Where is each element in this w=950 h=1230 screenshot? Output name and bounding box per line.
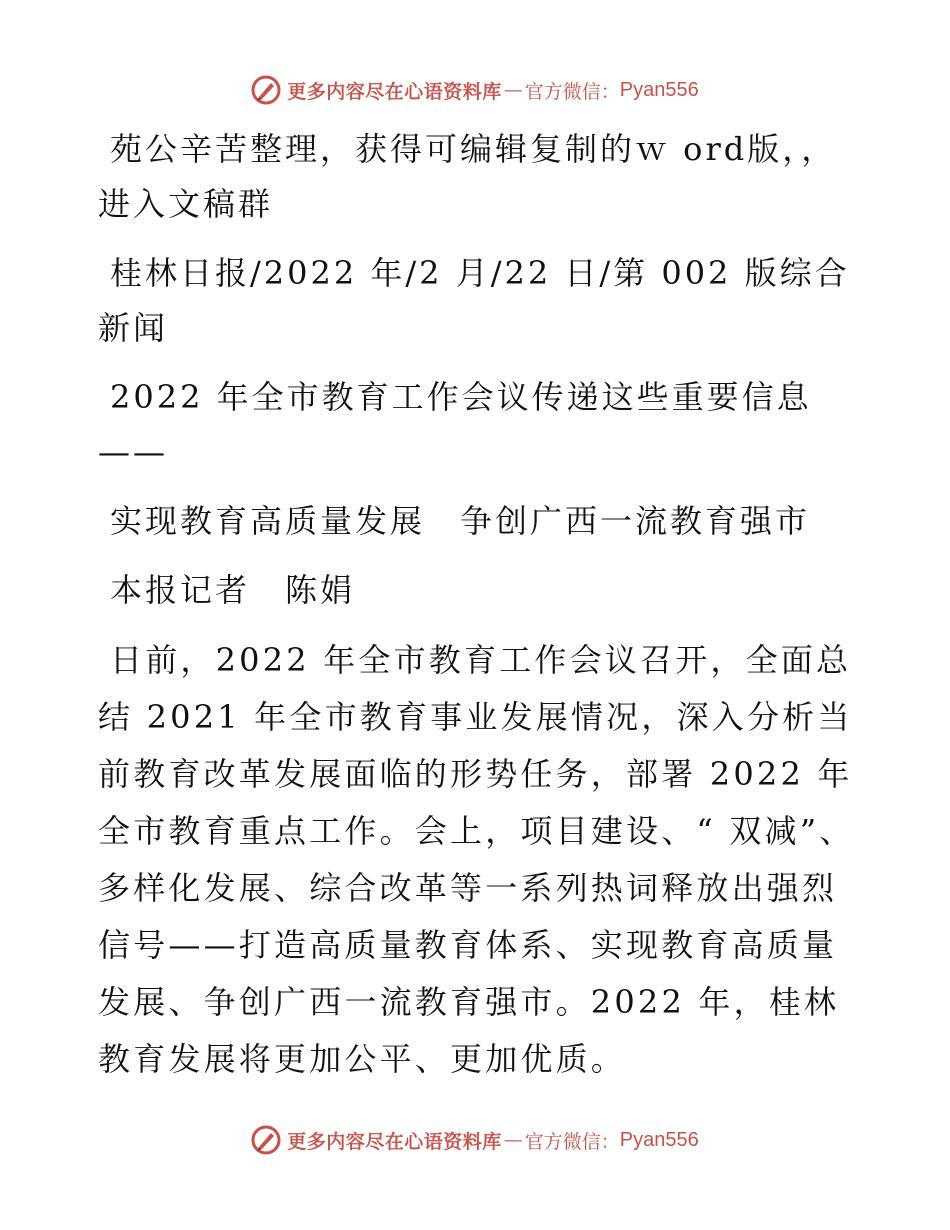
pen-logo-icon: [251, 1125, 281, 1155]
banner-official-label: 官方微信：: [524, 80, 620, 103]
banner-wechat-id: Pyan556: [619, 1128, 699, 1151]
banner-dash: —: [503, 79, 523, 101]
headline: 实现教育高质量发展 争创广西一流教育强市: [110, 502, 811, 540]
pen-logo-icon: [251, 75, 281, 105]
footer-banner: [0, 1122, 950, 1158]
headline-lead: 2022 年全市教育工作会议传递这些重要信息——: [98, 378, 812, 471]
banner-official-label: 官方微信：: [524, 1130, 620, 1153]
intro-paragraph: 苑公辛苦整理，获得可编辑复制的ｗ ord版，，进入文稿群: [98, 130, 837, 223]
body-paragraph: 日前，2022 年全市教育工作会议召开，全面总结 2021 年全市教育事业发展情况，深入分析当前教育改革发展面临的形势任务，部署 2022 年全市教育重点工作。会上，项目建设、“ 双减”、多样化发展、综合改革等一系列热词释放出强烈信号——打造高质量教育体系、实现教育高质量发展、争创广西一流教育强市。2022 年，桂林教育发展将更加公平、更加优质。: [98, 641, 855, 1078]
source-line: 桂林日报/2022 年/2 月/22 日/第 002 版综合新闻: [98, 254, 850, 347]
byline: 本报记者 陈娟: [110, 571, 356, 609]
banner-wechat-id: Pyan556: [619, 78, 699, 101]
banner-brand-text: 更多内容尽在心语资料库: [287, 1130, 502, 1153]
document-content: [98, 122, 858, 1088]
header-banner: [0, 72, 950, 108]
banner-brand-text: 更多内容尽在心语资料库: [287, 80, 502, 103]
banner-dash: —: [503, 1129, 523, 1151]
